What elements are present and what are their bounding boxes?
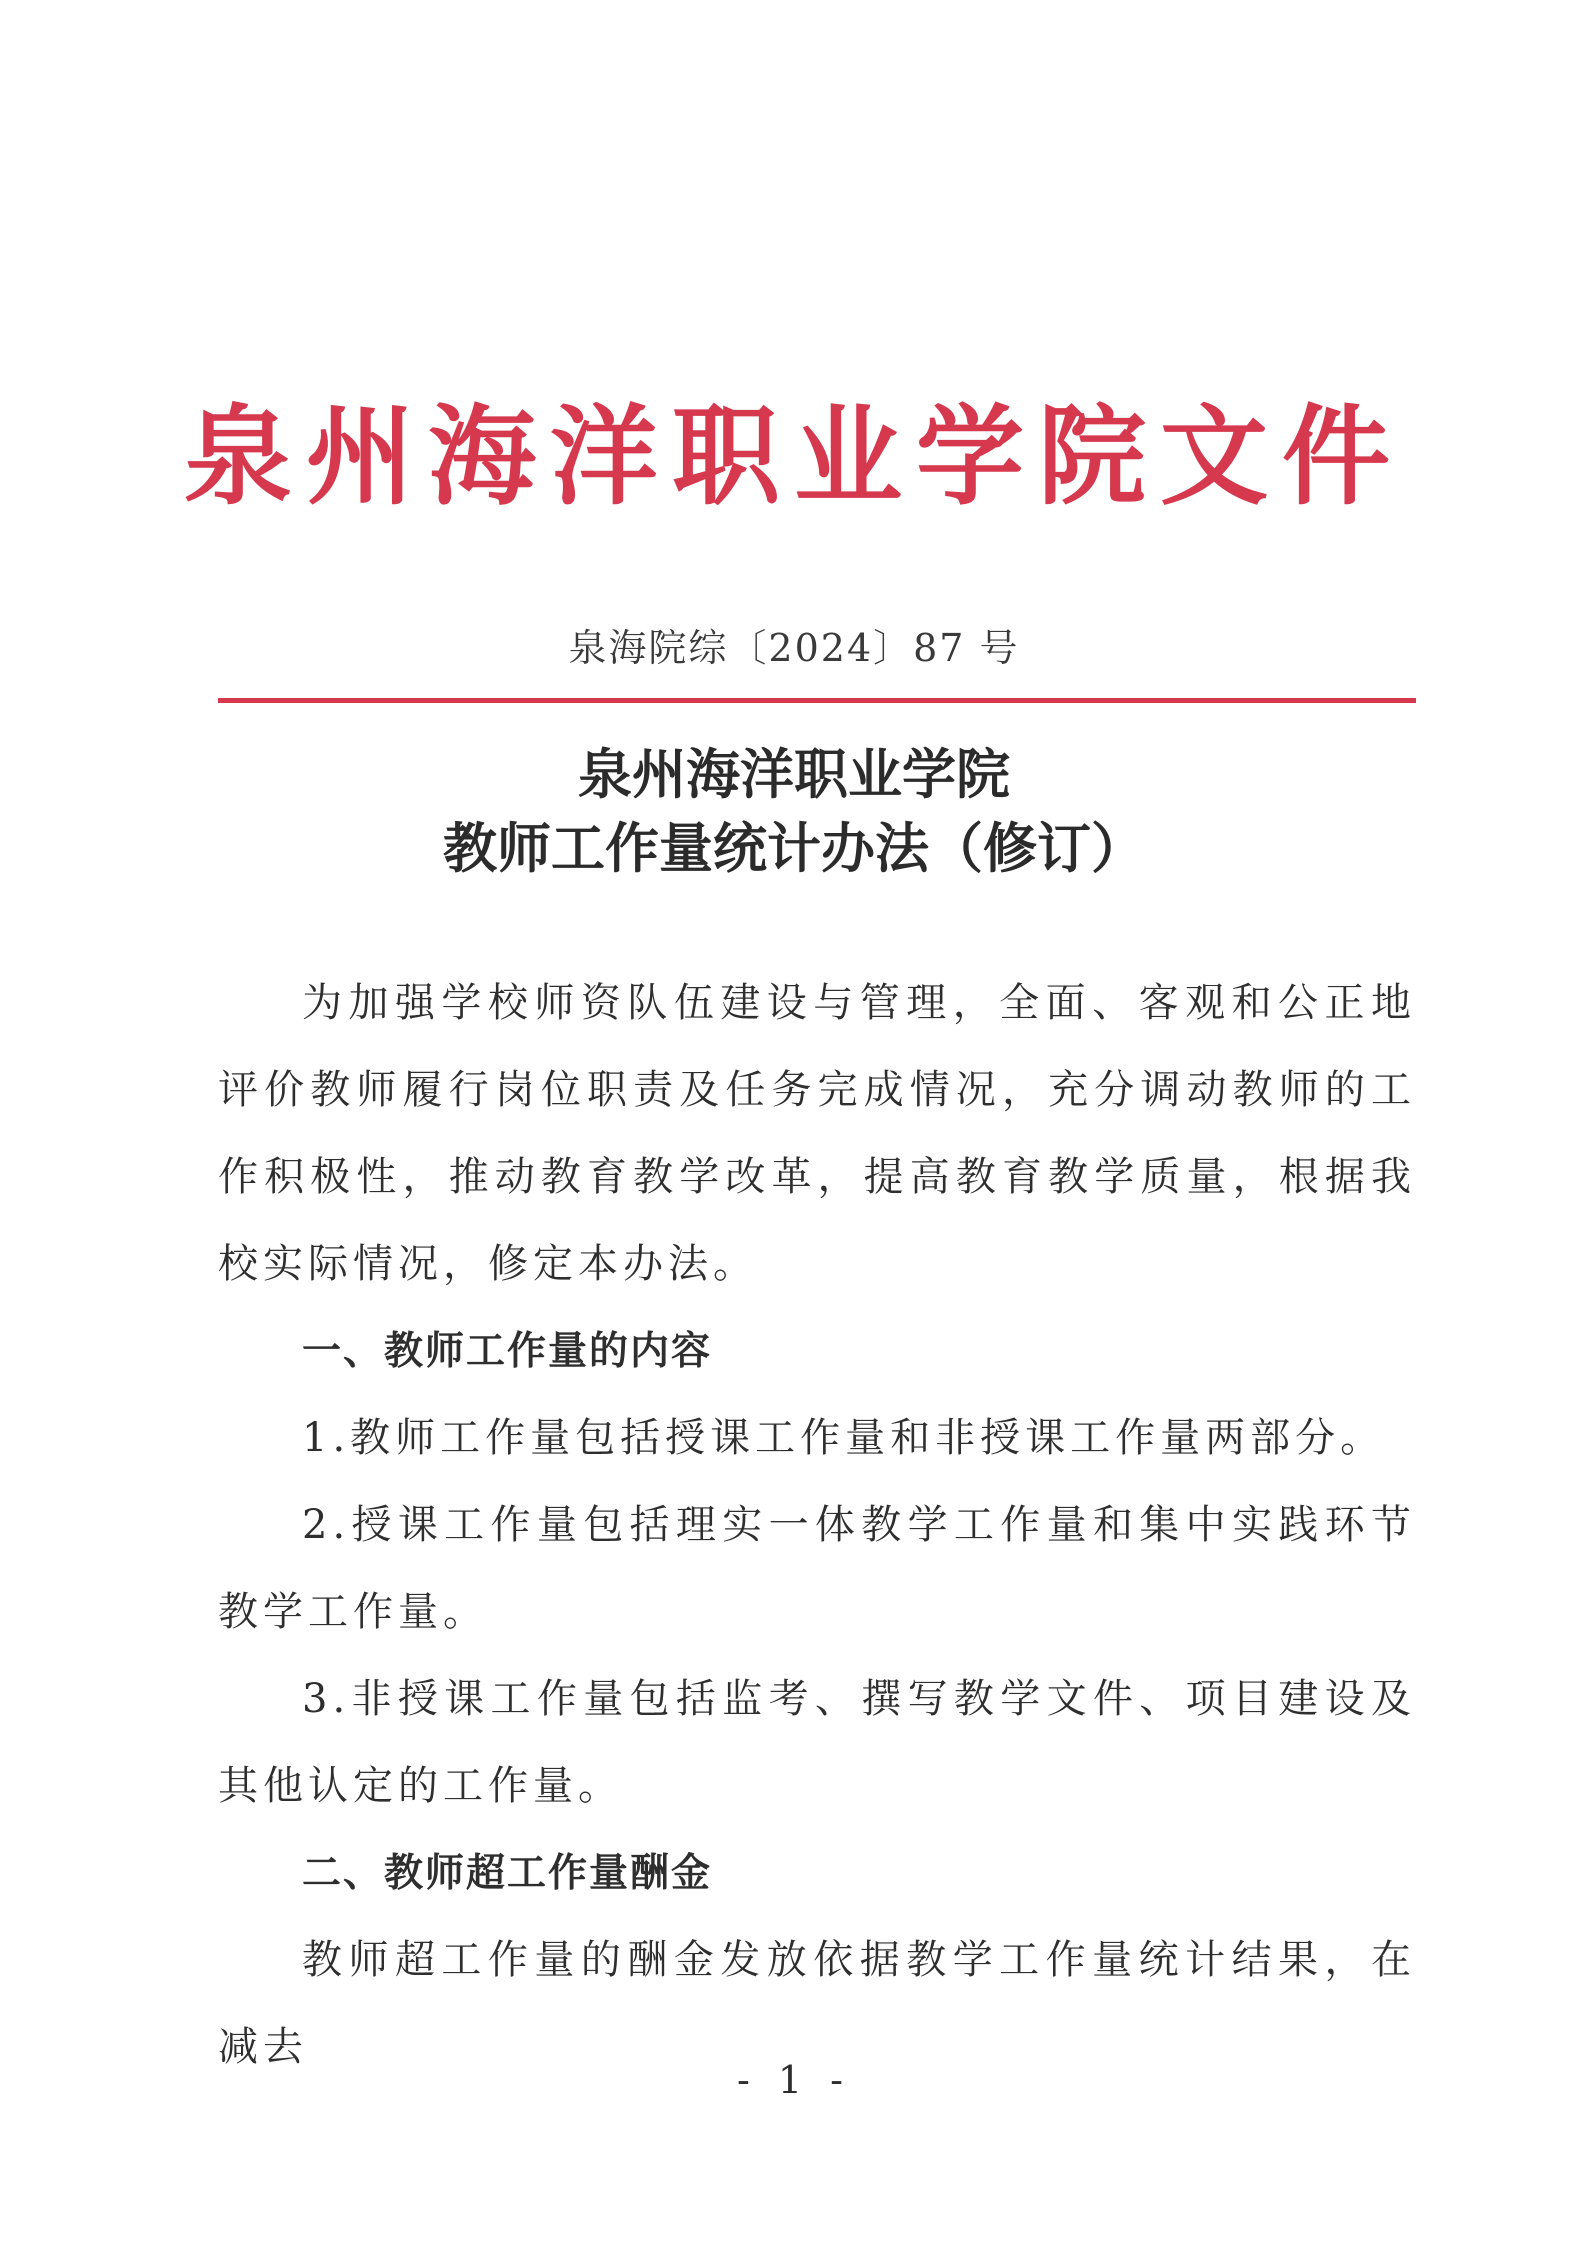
- intro-paragraph: 为加强学校师资队伍建设与管理，全面、客观和公正地评价教师履行岗位职责及任务完成情况，充分调动教师的工作积极性，推动教育教学改革，提高教育教学质量，根据我校实际情况，修定本办法。: [218, 980, 1416, 1287]
- document-title-line-1: 泉州海洋职业学院: [578, 742, 1010, 806]
- section1-item-3: 3.非授课工作量包括监考、撰写教学文件、项目建设及其他认定的工作量。: [218, 1676, 1416, 1809]
- section-heading-1: 一、教师工作量的内容: [302, 1329, 713, 1374]
- section-heading-2: 二、教师超工作量酬金: [302, 1851, 713, 1896]
- document-body: [218, 960, 1416, 2091]
- section2-paragraph: 教师超工作量的酬金发放依据教学工作量统计结果，在减去: [218, 1937, 1416, 2070]
- red-divider-line: [218, 698, 1416, 703]
- document-title-line-2: 教师工作量统计办法（修订）: [443, 816, 1145, 880]
- section1-item-1: 1.教师工作量包括授课工作量和非授课工作量两部分。: [302, 1415, 1386, 1461]
- page-number: - 1 -: [736, 2058, 851, 2102]
- red-header-title: 泉州海洋职业学院文件: [183, 394, 1404, 520]
- section1-item-2: 2.授课工作量包括理实一体教学工作量和集中实践环节教学工作量。: [218, 1502, 1416, 1635]
- document-number: 泉海院综〔2024〕87 号: [568, 626, 1020, 670]
